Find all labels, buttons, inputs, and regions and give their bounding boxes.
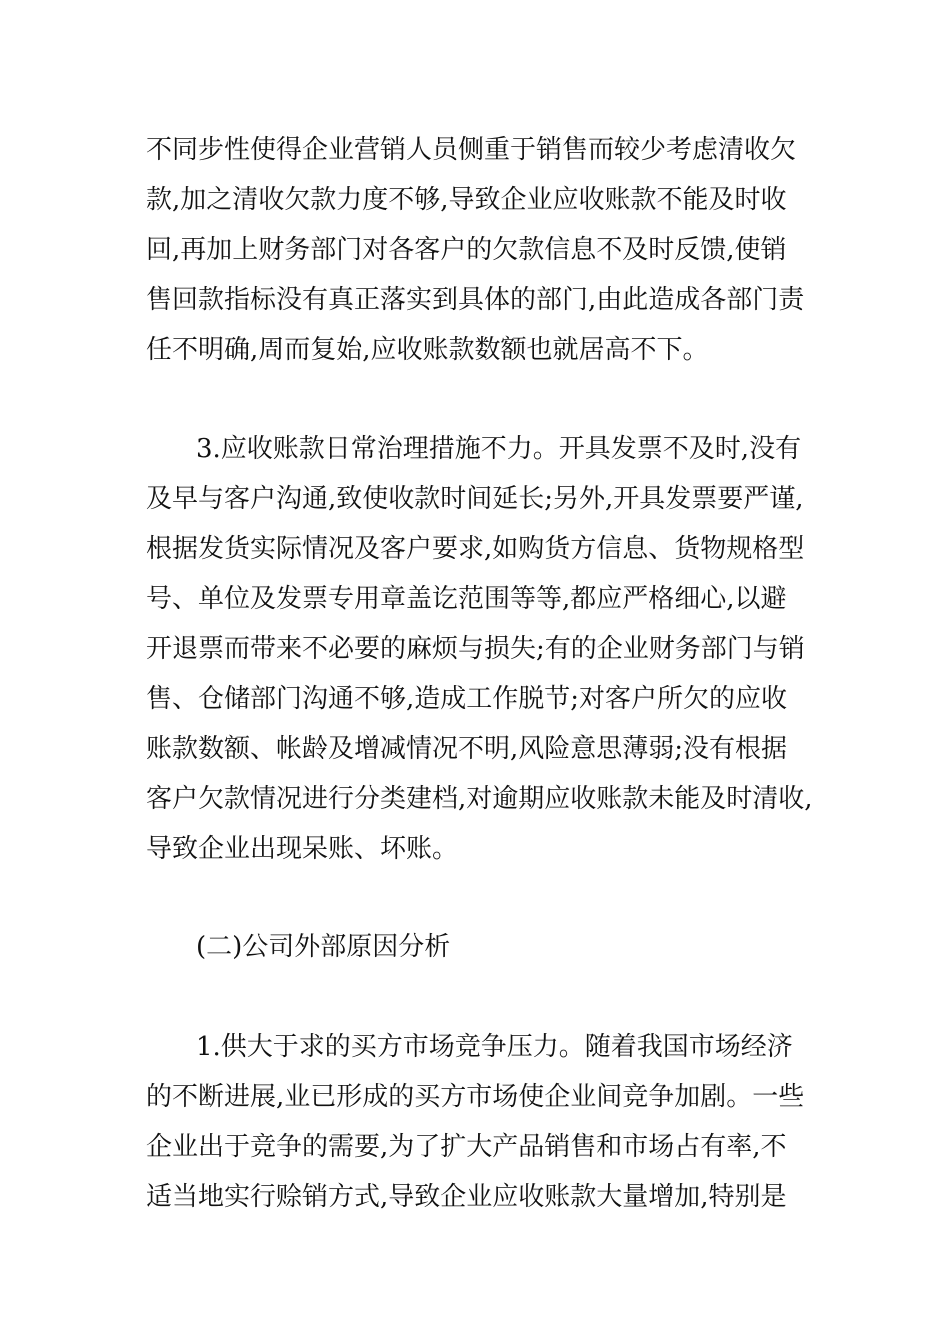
paragraph-3-line-4: 适当地实行赊销方式,导致企业应收账款大量增加,特别是 (146, 1182, 787, 1212)
paragraph-2-line-4: 号、单位及发票专用章盖讫范围等等,都应严格细心,以避 (146, 584, 787, 614)
paragraph-1-line-1: 不同步性使得企业营销人员侧重于销售而较少考虑清收欠 (146, 135, 797, 165)
paragraph-2-line-1: 3.应收账款日常治理措施不力。开具发票不及时,没有 (196, 434, 802, 464)
paragraph-3-line-2: 的不断进展,业已形成的买方市场使企业间竞争加剧。一些 (146, 1082, 805, 1112)
paragraph-1-line-5: 任不明确,周而复始,应收账款数额也就居高不下。 (146, 335, 709, 365)
paragraph-1-line-3: 回,再加上财务部门对各客户的欠款信息不及时反馈,使销 (146, 235, 787, 265)
paragraph-3-line-3: 企业出于竞争的需要,为了扩大产品销售和市场占有率,不 (146, 1132, 787, 1162)
paragraph-2-line-5: 开退票而带来不必要的麻烦与损失;有的企业财务部门与销 (146, 634, 805, 664)
paragraph-1-line-2: 款,加之清收欠款力度不够,导致企业应收账款不能及时收 (146, 185, 787, 215)
paragraph-2-line-8: 客户欠款情况进行分类建档,对逾期应收账款未能及时清收, (146, 784, 813, 814)
paragraph-3-line-1: 1.供大于求的买方市场竞争压力。随着我国市场经济 (196, 1032, 793, 1062)
paragraph-2-line-3: 根据发货实际情况及客户要求,如购货方信息、货物规格型 (146, 534, 805, 564)
paragraph-2-line-9: 导致企业出现呆账、坏账。 (146, 834, 459, 864)
section-heading: (二)公司外部原因分析 (196, 932, 451, 962)
paragraph-1-line-4: 售回款指标没有真正落实到具体的部门,由此造成各部门责 (146, 285, 805, 315)
paragraph-2-line-2: 及早与客户沟通,致使收款时间延长;另外,开具发票要严谨, (146, 484, 804, 514)
paragraph-2-line-6: 售、仓储部门沟通不够,造成工作脱节;对客户所欠的应收 (146, 684, 788, 714)
paragraph-2-line-7: 账款数额、帐龄及增减情况不明,风险意思薄弱;没有根据 (146, 734, 788, 764)
